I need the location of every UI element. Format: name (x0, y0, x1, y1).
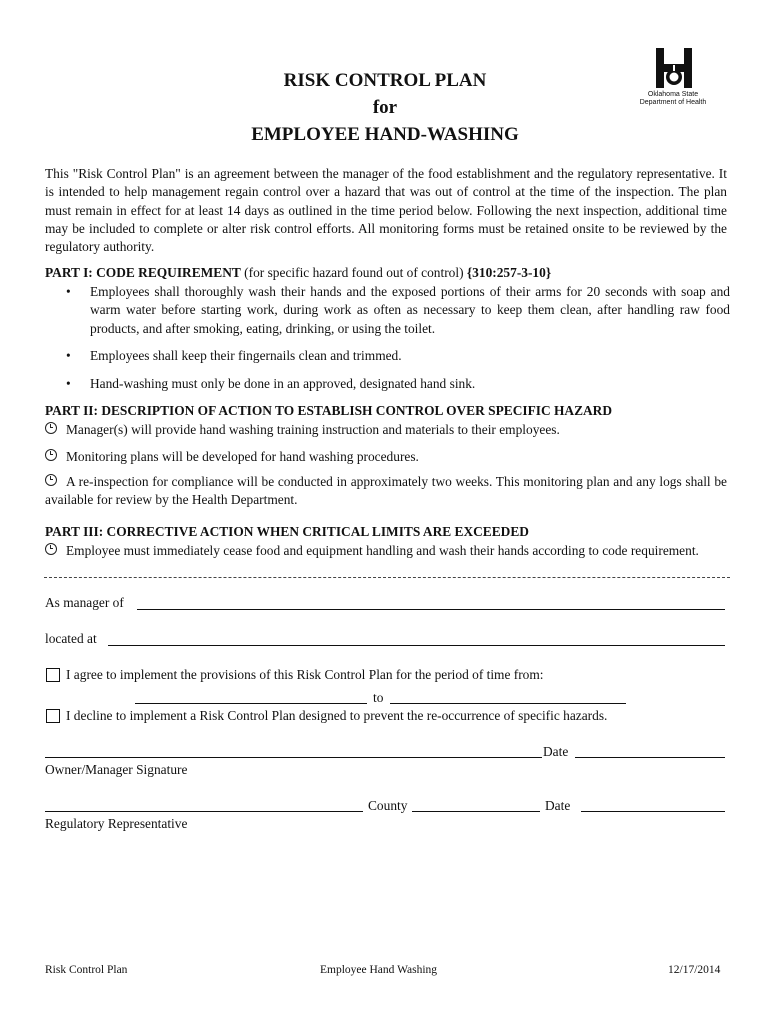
period-start-field[interactable] (135, 703, 367, 704)
part2-heading: PART II: DESCRIPTION OF ACTION TO ESTABLISH CONTROL OVER SPECIFIC HAZARD (45, 403, 613, 418)
action-item (45, 542, 727, 560)
to-label: to (373, 690, 384, 705)
footer-left: Risk Control Plan (45, 964, 128, 976)
owner-date-field[interactable] (575, 757, 725, 758)
logo-text-line-2: Department of Health (639, 99, 707, 106)
period-end-field[interactable] (390, 703, 626, 704)
footer-right: 12/17/2014 (668, 964, 721, 976)
bullet-text: Employees shall keep their fingernails clean and trimmed. (90, 348, 402, 363)
location-field[interactable] (108, 645, 725, 646)
action-text: A re-inspection for compliance will be conducted in approximately two weeks. This monitoring plan and any logs shall be available for review by the Health Department. (45, 474, 727, 508)
list-item (66, 375, 730, 394)
decline-checkbox[interactable] (46, 709, 60, 723)
agree-label: I agree to implement the provisions of this Risk Control Plan for the period of time from: (66, 667, 544, 682)
action-item (45, 421, 727, 439)
bullet-icon: • (66, 348, 71, 363)
list-item (66, 283, 730, 339)
clock-icon (45, 422, 57, 434)
dashed-divider (44, 577, 730, 578)
action-item (45, 473, 727, 510)
agree-checkbox[interactable] (46, 668, 60, 682)
regulatory-signature-field[interactable] (45, 811, 363, 812)
title-line-2: for (372, 97, 398, 118)
bullet-icon: • (66, 284, 71, 299)
location-label: located at (45, 631, 97, 646)
regulatory-date-field[interactable] (581, 811, 725, 812)
regulatory-representative-label: Regulatory Representative (45, 816, 188, 831)
bullet-icon: • (66, 376, 71, 391)
action-text: Monitoring plans will be developed for hand washing procedures. (66, 449, 419, 464)
manager-label: As manager of (45, 595, 124, 610)
county-label: County (368, 798, 408, 813)
action-item (45, 448, 727, 466)
list-item (66, 347, 730, 366)
part3-heading-row (45, 524, 529, 540)
logo-text-line-1: Oklahoma State (647, 91, 699, 98)
bullet-text: Hand-washing must only be done in an approved, designated hand sink. (90, 376, 476, 391)
clock-icon (45, 543, 57, 555)
part1-code: {310:257-3-10} (466, 265, 552, 280)
decline-label: I decline to implement a Risk Control Plan designed to prevent the re-occurrence of specific hazards. (66, 708, 608, 723)
title-line-1: RISK CONTROL PLAN (283, 70, 487, 91)
part2-heading-row (45, 403, 612, 419)
action-text: Employee must immediately cease food and equipment handling and wash their hands according to code requirement. (66, 543, 699, 558)
part3-heading: PART III: CORRECTIVE ACTION WHEN CRITICAL LIMITS ARE EXCEEDED (45, 524, 529, 539)
date-label-2: Date (545, 798, 571, 813)
intro-paragraph: This "Risk Control Plan" is an agreement between the manager of the food establishment and the regulatory representative. It is intended to help management regain control over a hazard that was out of control at the time of the inspection. The plan must remain in effect for at least 14 days as outlined in the time period below. Following the next inspection, additional time may be included to complete or alter risk control efforts. All monitoring forms must be retained onsite to be reviewed by the regulatory authority. (45, 166, 727, 255)
bullet-text: Employees shall thoroughly wash their hands and the exposed portions of their arms for 20 seconds with soap and warm water before starting work, during work as often as necessary to keep them clean, after handling raw food products, and after smoking, eating, drinking, or using the toilet. (90, 284, 730, 336)
clock-icon (45, 474, 57, 486)
county-field[interactable] (412, 811, 540, 812)
date-label: Date (543, 744, 569, 759)
title-line-3: EMPLOYEE HAND-WASHING (251, 124, 519, 145)
clock-icon (45, 449, 57, 461)
owner-signature-label: Owner/Manager Signature (45, 762, 188, 777)
establishment-name-field[interactable] (137, 609, 725, 610)
footer-center: Employee Hand Washing (320, 964, 438, 976)
action-text: Manager(s) will provide hand washing training instruction and materials to their employees. (66, 422, 560, 437)
part1-heading-row (45, 265, 551, 281)
part1-note: (for specific hazard found out of control) (240, 265, 467, 280)
part1-heading: PART I: CODE REQUIREMENT (45, 265, 241, 280)
owner-signature-field[interactable] (45, 757, 542, 758)
